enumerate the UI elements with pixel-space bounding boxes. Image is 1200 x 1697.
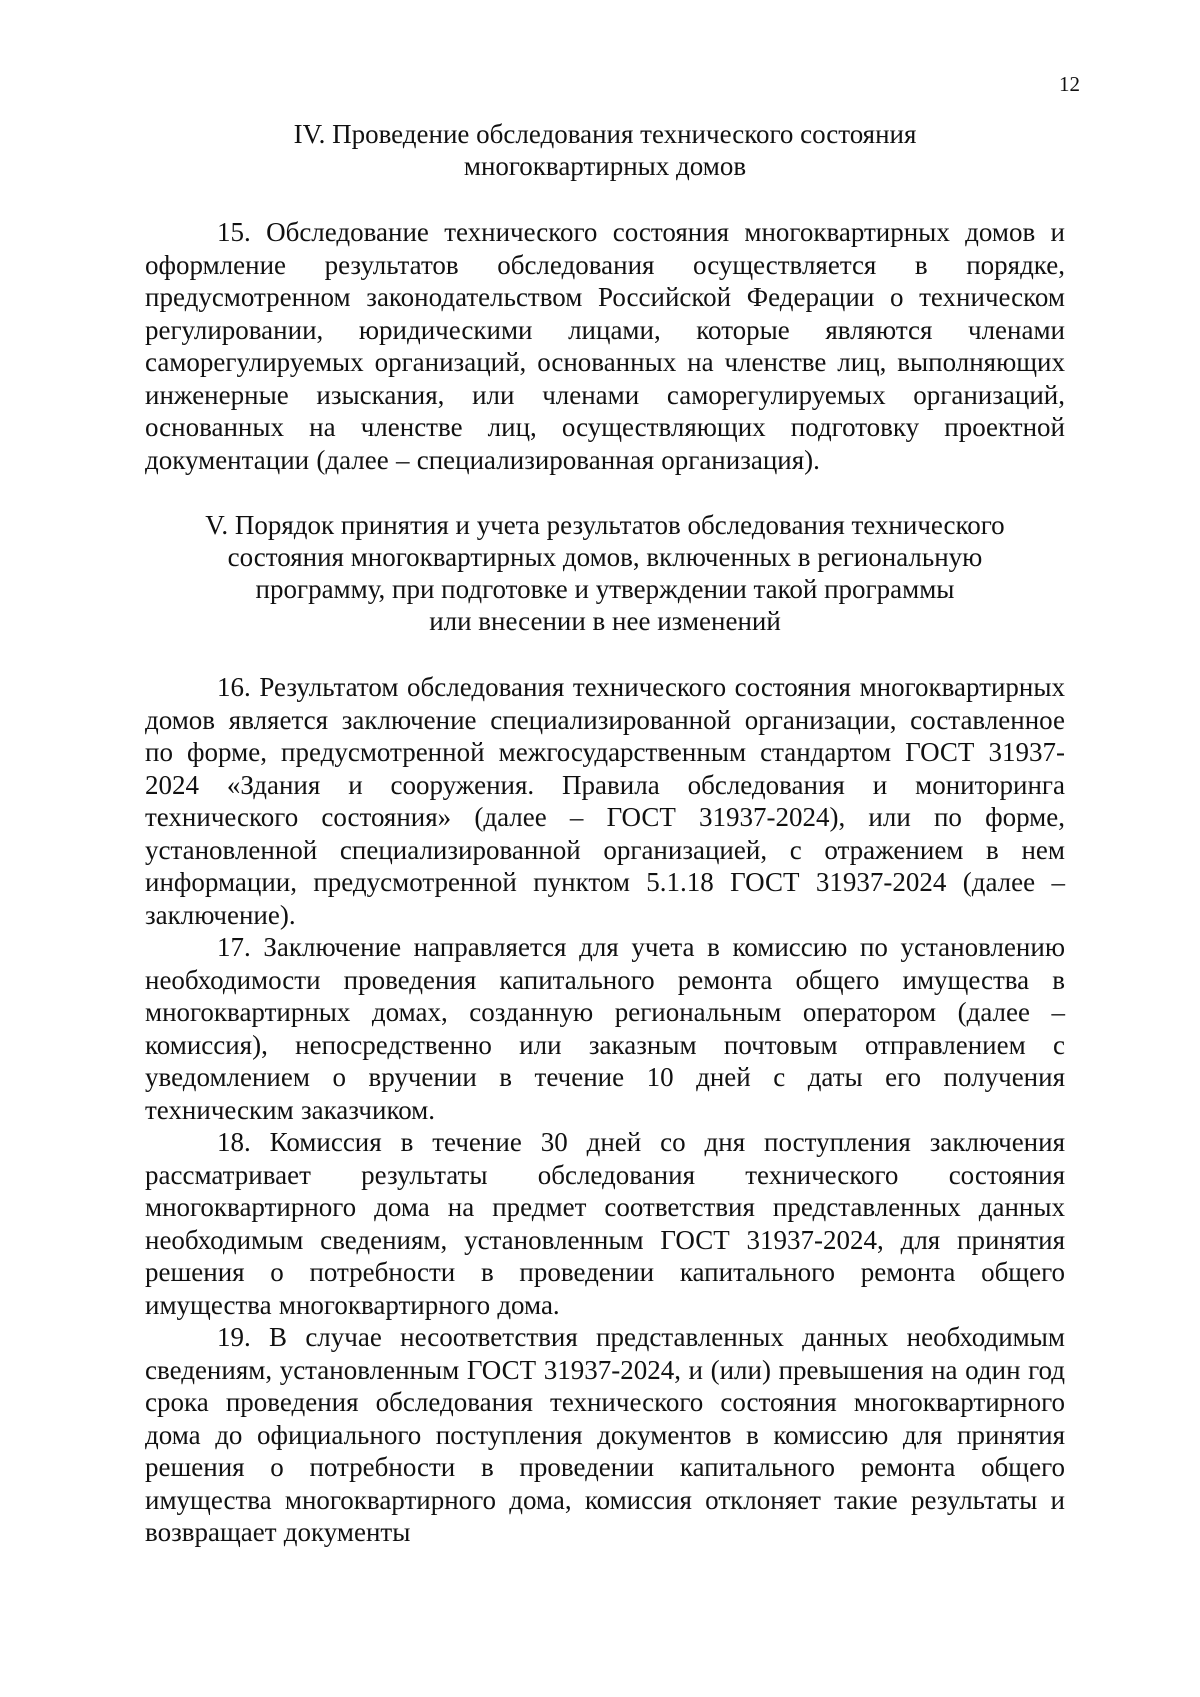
page-number: 12 (1059, 72, 1080, 96)
heading-line: IV. Проведение обследования технического состояния (293, 119, 917, 149)
paragraph-16: 16. Результатом обследования технического состояния многоквартирных домов является заключение специализированной организации, составленное по форме, предусмотренной межгосударственным стандартом ГОСТ 31937-2024 «Здания и сооружения. Правила обследования и мониторинга технического состояния» (далее – ГОСТ 31937-2024), или по форме, установленной специализированной организацией, с отражением в нем информации, предусмотренной пунктом 5.1.18 ГОСТ 31937-2024 (далее – заключение). (145, 672, 1065, 930)
document-body (145, 118, 1065, 1549)
section-iv-heading (145, 118, 1065, 182)
heading-line: или внесении в нее изменений (429, 606, 781, 636)
paragraph-18: 18. Комиссия в течение 30 дней со дня поступления заключения рассматривает результаты обследования технического состояния многоквартирного дома на предмет соответствия представленных данных необходимым сведениям, установленным ГОСТ 31937-2024, для принятия решения о потребности в проведении капитального ремонта общего имущества многоквартирного дома. (145, 1127, 1065, 1320)
heading-line: V. Порядок принятия и учета результатов обследования технического (205, 510, 1005, 540)
heading-line: программу, при подготовке и утверждении такой программы (255, 574, 955, 604)
heading-line: многоквартирных домов (463, 151, 747, 181)
section-v-heading (145, 509, 1065, 637)
paragraph-15: 15. Обследование технического состояния многоквартирных домов и оформление результатов обследования осуществляется в порядке, предусмотренном законодательством Российской Федерации о техническом регулировании, юридическими лицами, которые являются членами саморегулируемых организаций, основанных на членстве лиц, выполняющих инженерные изыскания, или членами саморегулируемых организаций, основанных на членстве лиц, осуществляющих подготовку проектной документации (далее – специализированная организация). (145, 217, 1065, 475)
heading-line: состояния многоквартирных домов, включенных в региональную (227, 542, 983, 572)
paragraph-17: 17. Заключение направляется для учета в комиссию по установлению необходимости проведения капитального ремонта общего имущества в многоквартирных домах, созданную региональным оператором (далее – комиссия), непосредственно или заказным почтовым отправлением с уведомлением о вручении в течение 10 дней с даты его получения техническим заказчиком. (145, 932, 1065, 1125)
paragraph-19: 19. В случае несоответствия представленных данных необходимым сведениям, установленным ГОСТ 31937-2024, и (или) превышения на один год срока проведения обследования технического состояния многоквартирного дома до официального поступления документов в комиссию для принятия решения о потребности в проведении капитального ремонта общего имущества многоквартирного дома, комиссия отклоняет такие результаты и возвращает документы (145, 1322, 1065, 1547)
